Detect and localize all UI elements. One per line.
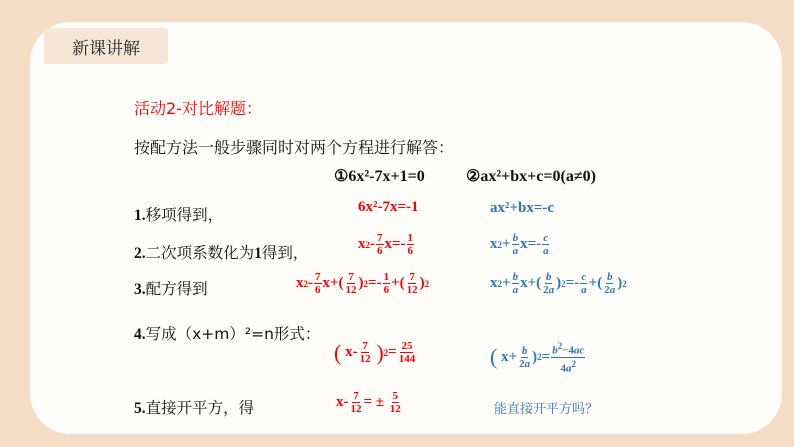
question-text: 能直接开平方吗？ — [494, 402, 599, 417]
equation-1: ①6x²-7x+1=0 — [334, 168, 425, 185]
step-5-label: 5.直接开平方，得 — [134, 399, 255, 417]
step-4-blue: ( x+ $\frac{b}{2a}$ ) 2 = $\frac{b^2-4ac}{4a^2}$ — [490, 341, 585, 375]
step-1-red: 6x²-7x=-1 — [358, 199, 419, 215]
step-4-red: ( x- $\frac{7}{12}$ ) 2 = $\frac{25}{144}$ — [334, 339, 416, 365]
section-title: 新课讲解 — [44, 28, 168, 64]
step-5-red: x- $\frac{7}{12}$ = ± $\frac{5}{12}$ — [336, 390, 401, 415]
step-1-blue: ax²+bx=-c — [490, 200, 555, 216]
equation-2: ②ax²+bx+c=0(a≠0) — [466, 168, 596, 185]
instruction-text: 按配方法一般步骤同时对两个方程进行解答： — [134, 138, 455, 157]
step-2-label: 2.二次项系数化为1得到， — [134, 244, 309, 262]
step-3-red: x 2 - $\frac{7}{6}$ x+( $\frac{7}{12}$ ) 2 =- $\frac{1}{6}$ +( $\frac{7}{12}$ ) 2 — [296, 271, 430, 296]
step-1-label: 1.移项得到， — [134, 206, 224, 224]
step-4-label: 4.写成（x+m）²=n形式： — [134, 325, 321, 343]
step-2-red: x 2 - $\frac{7}{6}$ x=- $\frac{1}{6}$ — [358, 232, 414, 257]
step-3-blue: x 2 + $\frac{b}{a}$ x+( $\frac{b}{2a}$ ) 2 =- $\frac{c}{a}$ +( $\frac{b}{2a}$ ) 2 — [490, 271, 627, 296]
content-card — [30, 22, 782, 434]
step-3-label: 3.配方得到 — [134, 280, 208, 298]
activity-heading: 活动2-对比解题： — [134, 99, 262, 118]
step-2-blue: x 2 + $\frac{b}{a}$ x=- $\frac{c}{a}$ — [490, 232, 549, 257]
